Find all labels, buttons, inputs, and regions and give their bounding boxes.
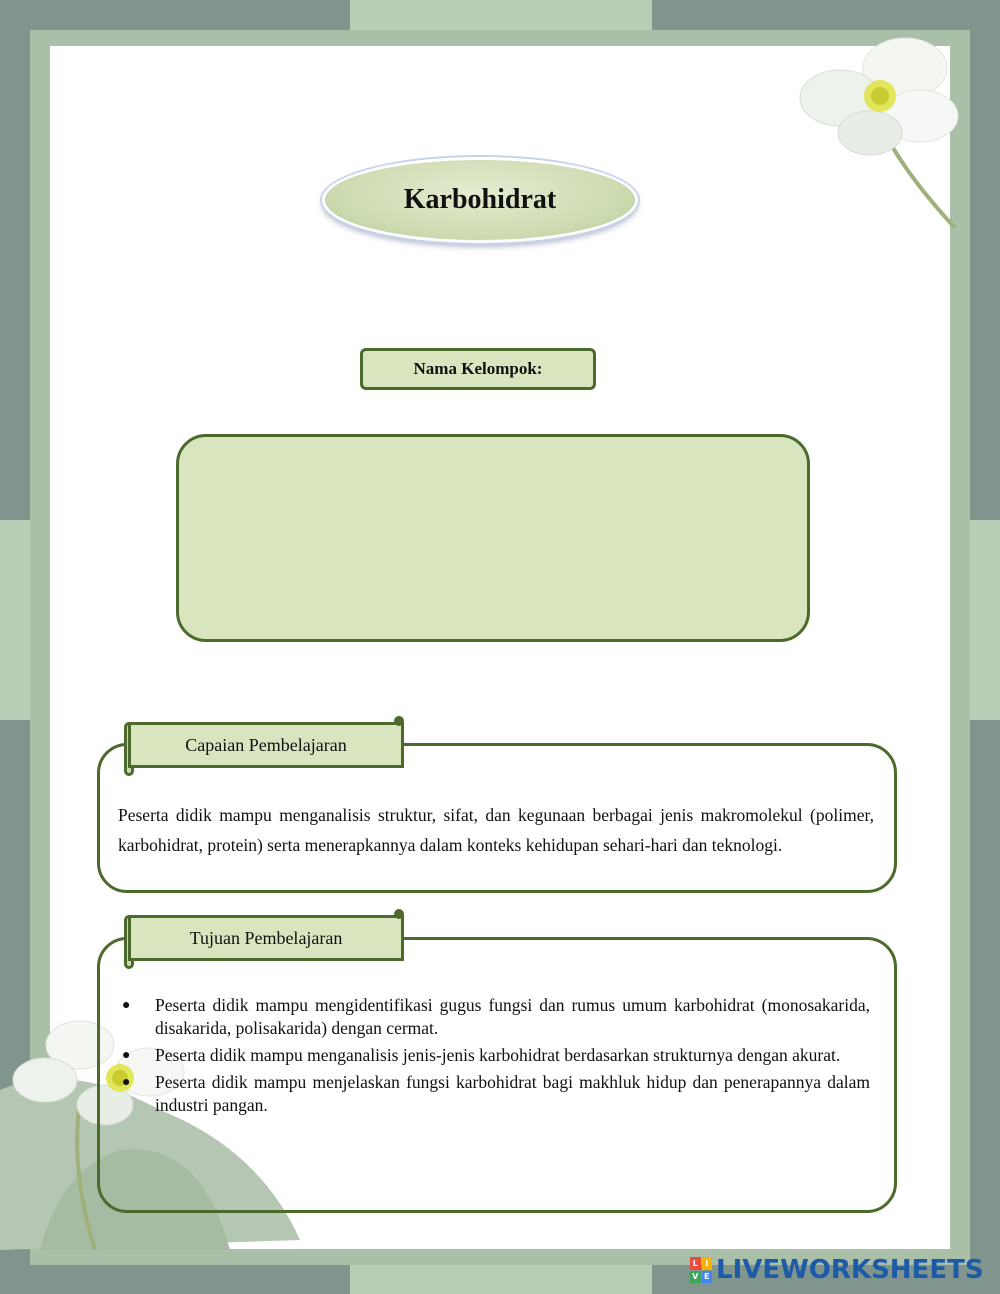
list-item <box>122 1071 870 1117</box>
tujuan-list <box>122 994 870 1121</box>
group-name-label: Nama Kelompok: <box>360 348 596 390</box>
badge-letter-i: I <box>702 1257 713 1270</box>
capaian-banner-knob <box>394 716 404 726</box>
liveworksheets-logo[interactable] <box>690 1254 984 1286</box>
badge-letter-e: E <box>702 1271 713 1284</box>
bullet-icon: ● <box>122 1075 131 1090</box>
badge-letter-l: L <box>690 1257 701 1270</box>
page-title: Karbohidrat <box>322 157 638 243</box>
list-item <box>122 1044 870 1067</box>
tujuan-heading: Tujuan Pembelajaran <box>128 915 404 961</box>
liveworksheets-badge-icon <box>690 1257 712 1283</box>
group-name-input[interactable] <box>176 434 810 642</box>
capaian-text: Peserta didik mampu menganalisis struktur, sifat, dan kegunaan berbagai jenis makromolekul (polimer, karbohidrat, protein) serta menerapkannya dalam konteks kehidupan sehari-hari dan teknologi. <box>118 805 874 855</box>
list-item <box>122 994 870 1040</box>
tujuan-banner-knob <box>394 909 404 919</box>
list-item-text: Peserta didik mampu menganalisis jenis-jenis karbohidrat berdasarkan strukturnya dengan akurat. <box>155 1045 841 1065</box>
badge-letter-v: V <box>690 1271 701 1284</box>
flower-top-right-icon <box>770 28 970 238</box>
capaian-heading: Capaian Pembelajaran <box>128 722 404 768</box>
list-item-text: Peserta didik mampu mengidentifikasi gugus fungsi dan rumus umum karbohidrat (monosakarida, disakarida, polisakarida) dengan cermat. <box>155 995 870 1038</box>
liveworksheets-name: LIVEWORKSHEETS <box>716 1255 984 1285</box>
bullet-icon: ● <box>122 998 131 1013</box>
list-item-text: Peserta didik mampu menjelaskan fungsi karbohidrat bagi makhluk hidup dan penerapannya dalam industri pangan. <box>155 1072 870 1115</box>
bullet-icon: ● <box>122 1048 131 1063</box>
